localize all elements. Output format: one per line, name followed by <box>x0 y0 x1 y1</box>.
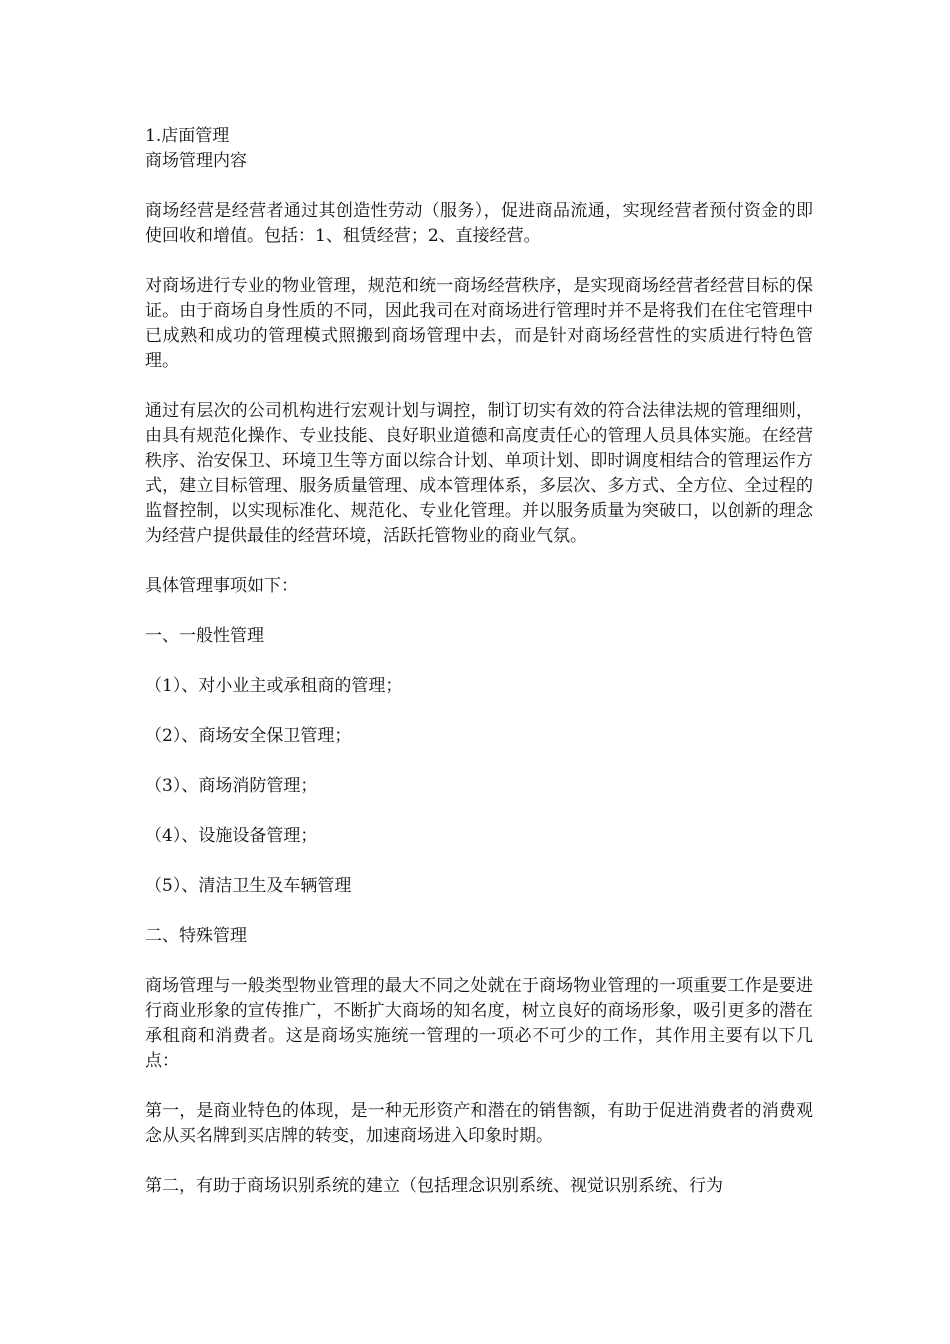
list-item: （2）、商场安全保卫管理； <box>145 726 352 746</box>
doc-heading: 1.店面管理 <box>145 126 230 146</box>
list-item: （3）、商场消防管理； <box>145 776 318 796</box>
paragraph-management-goal: 对商场进行专业的物业管理，规范和统一商场经营秩序，是实现商场经营者经营目标的保证。由于商场自身性质的不同，因此我司在对商场进行管理时并不是将我们在住宅管理中已成熟和成功的管理模式照搬到商场管理中去，而是针对商场经营性的实质进行特色管理。 <box>145 276 813 371</box>
paragraph-point-first: 第一，是商业特色的体现，是一种无形资产和潜在的销售额，有助于促进消费者的消费观念从买名牌到买店牌的转变，加速商场进入印象时期。 <box>145 1101 813 1146</box>
list-item: （4）、设施设备管理； <box>145 826 318 846</box>
paragraph-items-intro: 具体管理事项如下： <box>145 576 298 596</box>
paragraph-point-second: 第二，有助于商场识别系统的建立（包括理念识别系统、视觉识别系统、行为 <box>145 1176 723 1196</box>
section-general-title: 一、一般性管理 <box>145 626 264 646</box>
paragraph-intro: 商场经营是经营者通过其创造性劳动（服务），促进商品流通，实现经营者预付资金的即使回收和增值。包括：1、租赁经营；2、直接经营。 <box>145 201 813 246</box>
paragraph-special-intro: 商场管理与一般类型物业管理的最大不同之处就在于商场物业管理的一项重要工作是要进行商业形象的宣传推广，不断扩大商场的知名度，树立良好的商场形象，吸引更多的潜在承租商和消费者。这是商场实施统一管理的一项必不可少的工作，其作用主要有以下几点： <box>145 976 813 1071</box>
doc-subheading: 商场管理内容 <box>145 151 247 171</box>
section-special-title: 二、特殊管理 <box>145 926 247 946</box>
list-item: （5）、清洁卫生及车辆管理 <box>145 876 352 896</box>
document-page <box>145 124 813 1199</box>
list-item: （1）、对小业主或承租商的管理； <box>145 676 403 696</box>
paragraph-management-method: 通过有层次的公司机构进行宏观计划与调控，制订切实有效的符合法律法规的管理细则，由具有规范化操作、专业技能、良好职业道德和高度责任心的管理人员具体实施。在经营秩序、治安保卫、环境卫生等方面以综合计划、单项计划、即时调度相结合的管理运作方式，建立目标管理、服务质量管理、成本管理体系，多层次、多方式、全方位、全过程的监督控制，以实现标准化、规范化、专业化管理。并以服务质量为突破口，以创新的理念为经营户提供最佳的经营环境，活跃托管物业的商业气氛。 <box>145 401 813 546</box>
